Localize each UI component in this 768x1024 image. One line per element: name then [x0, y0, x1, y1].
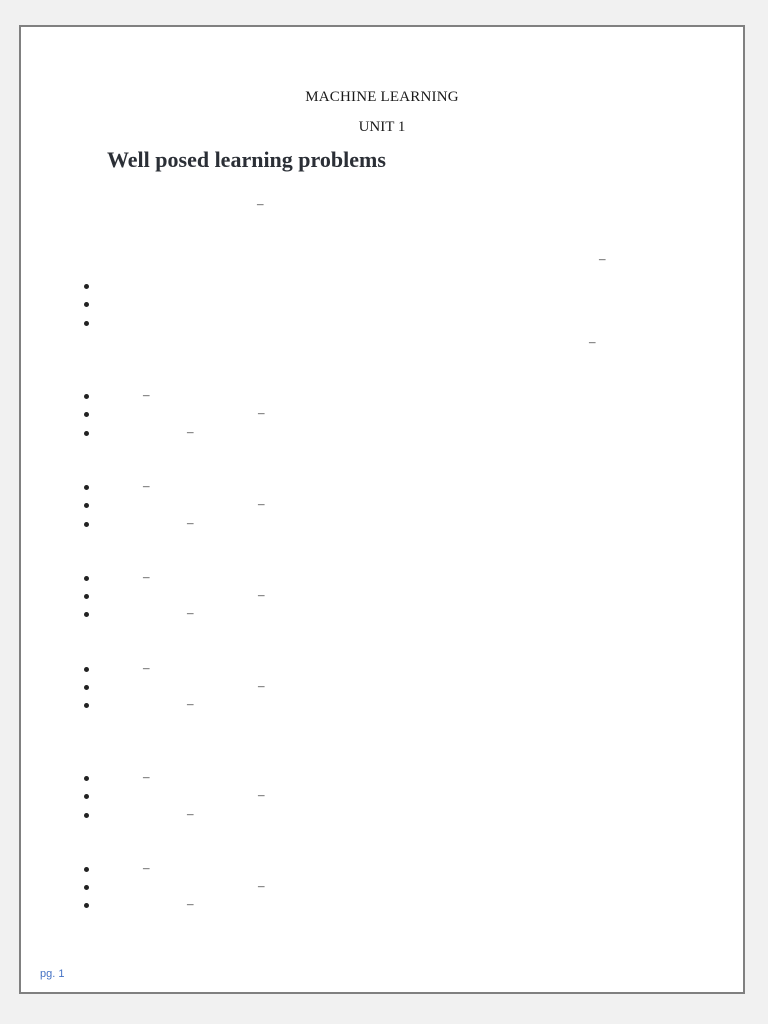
- page-number: pg. 1: [40, 968, 65, 980]
- dash-mark: –: [143, 769, 150, 784]
- list-bullet: [84, 903, 89, 908]
- dash-mark: –: [143, 478, 150, 493]
- dash-mark: –: [258, 787, 265, 802]
- list-bullet: [84, 321, 89, 326]
- list-bullet: [84, 667, 89, 672]
- dash-mark: –: [599, 251, 606, 266]
- section-heading: Well posed learning problems: [107, 147, 386, 172]
- list-bullet: [84, 302, 89, 307]
- dash-mark: –: [258, 878, 265, 893]
- list-bullet: [84, 776, 89, 781]
- dash-mark: –: [143, 387, 150, 402]
- list-bullet: [84, 685, 89, 690]
- dash-mark: –: [589, 334, 596, 349]
- list-bullet: [84, 503, 89, 508]
- list-bullet: [84, 576, 89, 581]
- dash-mark: –: [258, 496, 265, 511]
- list-bullet: [84, 412, 89, 417]
- list-bullet: [84, 284, 89, 289]
- dash-mark: –: [187, 896, 194, 911]
- dash-mark: –: [257, 196, 264, 211]
- document-page: [19, 25, 745, 994]
- list-bullet: [84, 794, 89, 799]
- list-bullet: [84, 485, 89, 490]
- document-unit: UNIT 1: [358, 119, 406, 135]
- list-bullet: [84, 885, 89, 890]
- dash-mark: –: [187, 605, 194, 620]
- dash-mark: –: [258, 405, 265, 420]
- list-bullet: [84, 522, 89, 527]
- list-bullet: [84, 594, 89, 599]
- dash-mark: –: [187, 424, 194, 439]
- document-subject: MACHINE LEARNING: [305, 89, 459, 105]
- list-bullet: [84, 703, 89, 708]
- dash-mark: –: [187, 515, 194, 530]
- list-bullet: [84, 612, 89, 617]
- dash-mark: –: [187, 806, 194, 821]
- dash-mark: –: [143, 660, 150, 675]
- dash-mark: –: [187, 696, 194, 711]
- list-bullet: [84, 431, 89, 436]
- list-bullet: [84, 813, 89, 818]
- dash-mark: –: [258, 678, 265, 693]
- dash-mark: –: [143, 569, 150, 584]
- list-bullet: [84, 867, 89, 872]
- dash-mark: –: [143, 860, 150, 875]
- list-bullet: [84, 394, 89, 399]
- dash-mark: –: [258, 587, 265, 602]
